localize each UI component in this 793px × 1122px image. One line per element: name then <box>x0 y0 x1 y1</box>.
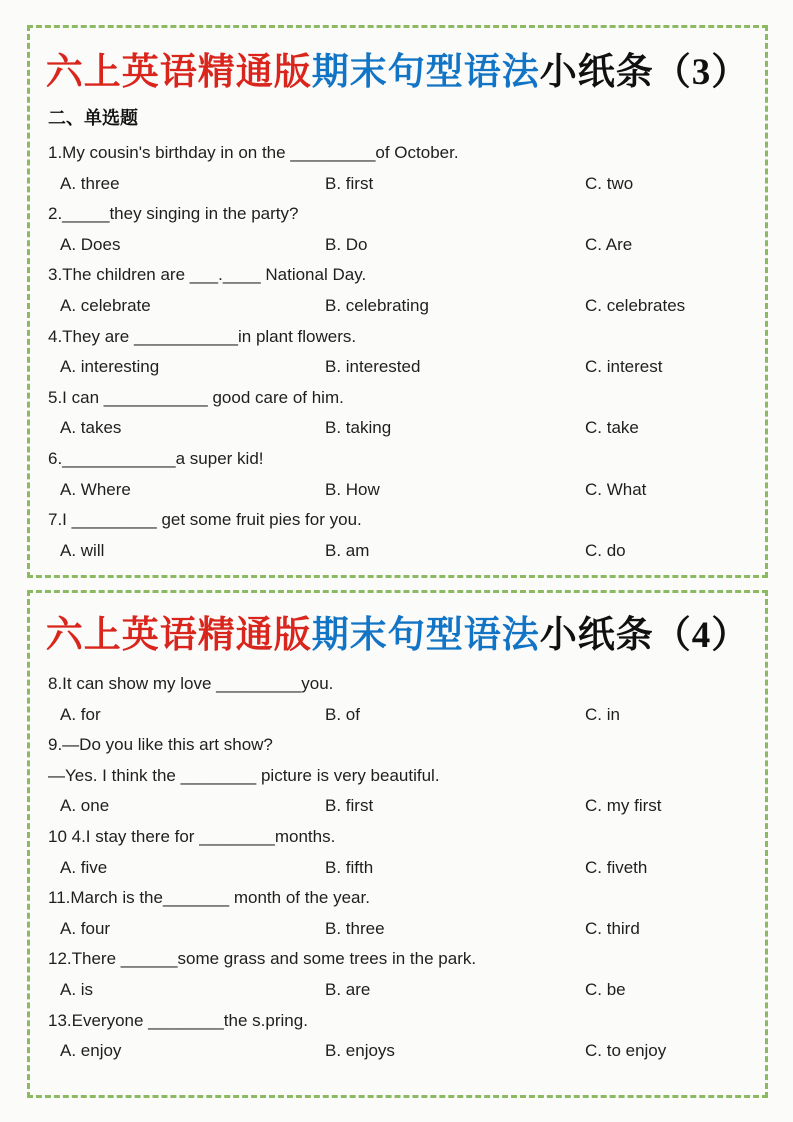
question-4-text: 4.They are ___________in plant flowers. <box>48 326 357 346</box>
option-b: B. interested <box>325 357 421 377</box>
option-c: C. take <box>585 418 639 438</box>
question-9 <box>30 730 765 822</box>
question-8-text: 8.It can show my love _________you. <box>48 674 334 693</box>
question-8 <box>30 669 765 730</box>
question-2-text: 2._____they singing in the party? <box>48 204 299 224</box>
option-c: C. interest <box>585 357 663 377</box>
option-a: A. is <box>60 979 94 999</box>
question-9-text-line1: 9.—Do you like this art show? <box>48 735 273 755</box>
option-c: C. in <box>585 704 620 724</box>
question-10-text: 10 4.I stay there for ________months. <box>48 826 336 846</box>
question-13 <box>30 1006 765 1067</box>
question-7-text: 7.I _________ get some fruit pies for you. <box>48 510 362 530</box>
option-a: A. three <box>60 173 120 193</box>
question-3-text: 3.The children are ___.____ National Day. <box>48 265 367 285</box>
option-c: C. two <box>585 173 634 193</box>
option-c: C. to enjoy <box>585 1041 667 1061</box>
question-8-options <box>30 700 765 731</box>
question-1-options <box>30 169 765 200</box>
option-b: B. first <box>325 796 374 816</box>
question-7 <box>30 505 765 566</box>
question-11-options <box>30 914 765 945</box>
question-7-options <box>30 536 765 567</box>
section-3-title <box>30 50 765 96</box>
option-c: C. third <box>585 918 640 938</box>
option-a: A. five <box>60 857 108 877</box>
option-a: A. will <box>60 540 105 560</box>
option-a: A. four <box>60 918 111 938</box>
option-a: A. interesting <box>60 357 160 377</box>
question-12-text: 12.There ______some grass and some trees in the park. <box>48 949 477 969</box>
title-part-red: 六上英语精通版 <box>45 615 312 656</box>
option-a: A. one <box>60 796 110 816</box>
option-a: A. celebrate <box>60 295 151 315</box>
option-b: B. fifth <box>325 857 374 877</box>
section-heading: 二、单选题 <box>48 108 138 128</box>
question-2 <box>30 199 765 260</box>
question-6-options <box>30 475 765 506</box>
title-part-blue: 期末句型语法 <box>311 52 540 93</box>
option-a: A. Does <box>60 234 121 254</box>
question-4 <box>30 322 765 383</box>
option-a: A. Where <box>60 479 131 499</box>
question-13-text: 13.Everyone ________the s.pring. <box>48 1010 308 1030</box>
option-b: B. enjoys <box>325 1041 395 1061</box>
question-5 <box>30 383 765 444</box>
title-part-blue: 期末句型语法 <box>311 615 540 656</box>
question-3-options <box>30 291 765 322</box>
question-10 <box>30 822 765 883</box>
option-b: B. Do <box>325 234 368 254</box>
option-b: B. celebrating <box>325 295 429 315</box>
question-3 <box>30 260 765 321</box>
option-b: B. first <box>325 173 374 193</box>
title-part-red: 六上英语精通版 <box>45 52 312 93</box>
question-9-text-line2: —Yes. I think the ________ picture is very beautiful. <box>48 765 440 785</box>
option-b: B. taking <box>325 418 392 438</box>
section-4-title <box>30 613 765 659</box>
option-c: C. celebrates <box>585 295 686 315</box>
question-6-text: 6.____________a super kid! <box>48 448 264 468</box>
title-part-dark: 小纸条（4） <box>539 615 750 656</box>
title-part-dark: 小纸条（3） <box>539 52 750 93</box>
question-2-options <box>30 230 765 261</box>
option-a: A. takes <box>60 418 122 438</box>
option-c: C. my first <box>585 796 662 816</box>
option-a: A. enjoy <box>60 1041 122 1061</box>
option-b: B. of <box>325 704 360 724</box>
question-1-text: 1.My cousin's birthday in on the _________of October. <box>48 143 459 162</box>
question-9-options <box>30 791 765 822</box>
question-4-options <box>30 352 765 383</box>
question-11-text: 11.March is the_______ month of the year. <box>48 888 370 908</box>
option-b: B. are <box>325 979 371 999</box>
question-5-options <box>30 413 765 444</box>
option-c: C. fiveth <box>585 857 648 877</box>
option-c: C. Are <box>585 234 633 254</box>
option-c: C. be <box>585 979 626 999</box>
question-5-text: 5.I can ___________ good care of him. <box>48 387 344 407</box>
question-6 <box>30 444 765 505</box>
question-10-options <box>30 853 765 884</box>
option-b: B. am <box>325 540 370 560</box>
option-c: C. do <box>585 540 626 560</box>
option-a: A. for <box>60 704 101 724</box>
worksheet-section-3 <box>27 25 768 578</box>
worksheet-section-4 <box>27 590 768 1098</box>
question-11 <box>30 883 765 944</box>
option-b: B. How <box>325 479 380 499</box>
question-12-options <box>30 975 765 1006</box>
option-c: C. What <box>585 479 647 499</box>
question-12 <box>30 944 765 1005</box>
question-1 <box>30 138 765 199</box>
option-b: B. three <box>325 918 385 938</box>
question-13-options <box>30 1036 765 1067</box>
